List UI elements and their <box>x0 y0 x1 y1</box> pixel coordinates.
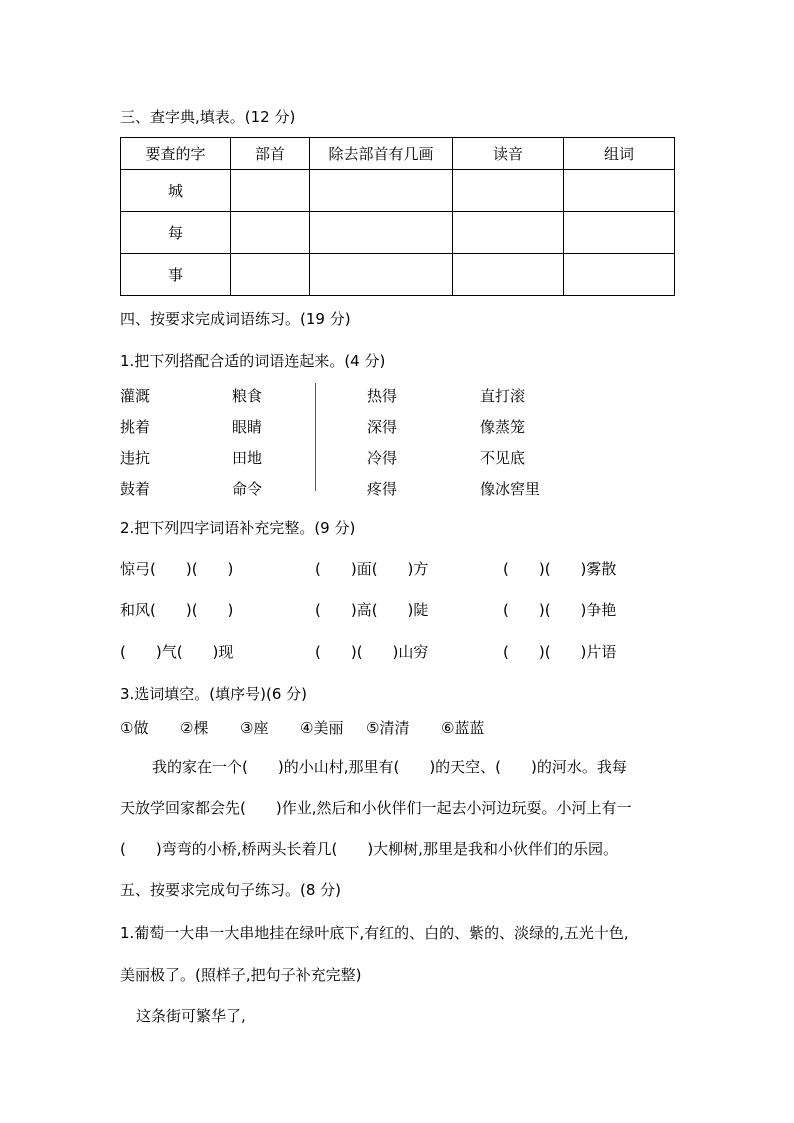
match-word-right-b[interactable]: 直打滚 <box>480 387 526 405</box>
answer-cell[interactable] <box>231 212 310 254</box>
sentence-line: 美丽极了。(照样子,把句子补充完整) <box>120 966 362 984</box>
answer-cell[interactable] <box>564 170 675 212</box>
table-header-cell: 组词 <box>564 138 675 170</box>
match-word-right-a[interactable]: 冷得 <box>367 449 398 467</box>
q1-title: 1.把下列搭配合适的词语连起来。(4 分) <box>120 352 386 370</box>
passage-line[interactable]: 天放学回家都会先( )作业,然后和小伙伴们一起去小河边玩耍。小河上有一 <box>120 799 632 817</box>
match-word-right-a[interactable]: 深得 <box>367 418 398 436</box>
idiom-blank[interactable]: ( )气( )现 <box>120 643 234 661</box>
idiom-blank[interactable]: ( )面( )方 <box>315 560 429 578</box>
match-word-right-a[interactable]: 热得 <box>367 387 398 405</box>
match-word-right-b[interactable]: 像蒸笼 <box>480 418 526 436</box>
idiom-blank[interactable]: 惊弓( )( ) <box>120 560 234 578</box>
answer-cell[interactable] <box>310 254 453 296</box>
answer-cell[interactable] <box>564 254 675 296</box>
table-row <box>121 212 675 254</box>
passage-line[interactable]: ( )弯弯的小桥,桥两头长着几( )大柳树,那里是我和小伙伴们的乐园。 <box>120 840 618 858</box>
answer-cell[interactable] <box>453 212 564 254</box>
idiom-blank[interactable]: ( )( )山穷 <box>315 643 429 661</box>
table-header-cell: 读音 <box>453 138 564 170</box>
word-option: ③座 <box>240 719 269 737</box>
table-row <box>121 170 675 212</box>
answer-cell[interactable] <box>310 170 453 212</box>
idiom-blank[interactable]: ( )高( )陡 <box>315 601 429 619</box>
answer-cell[interactable] <box>564 212 675 254</box>
match-word-left-b[interactable]: 命令 <box>232 480 263 498</box>
section5-heading: 五、按要求完成句子练习。(8 分) <box>120 881 342 899</box>
table-header-row <box>121 138 675 170</box>
match-word-left-b[interactable]: 田地 <box>232 449 263 467</box>
idiom-blank[interactable]: ( )( )雾散 <box>503 560 617 578</box>
char-cell: 每 <box>121 212 231 254</box>
match-word-right-a[interactable]: 疼得 <box>367 480 398 498</box>
q3-title: 3.选词填空。(填序号)(6 分) <box>120 685 308 703</box>
section4-heading: 四、按要求完成词语练习。(19 分) <box>120 310 351 328</box>
answer-cell[interactable] <box>231 170 310 212</box>
char-cell: 事 <box>121 254 231 296</box>
word-option: ①做 <box>120 719 149 737</box>
match-word-left-b[interactable]: 眼睛 <box>232 418 263 436</box>
answer-cell[interactable] <box>453 170 564 212</box>
match-word-left-b[interactable]: 粮食 <box>232 387 263 405</box>
word-option: ⑥蓝蓝 <box>441 719 485 737</box>
table-header-cell: 部首 <box>231 138 310 170</box>
divider-line <box>315 383 316 491</box>
passage-line[interactable]: 我的家在一个( )的小山村,那里有( )的天空、( )的河水。我每 <box>152 758 627 776</box>
word-option: ⑤清清 <box>366 719 410 737</box>
match-word-left-a[interactable]: 挑着 <box>120 418 151 436</box>
q2-title: 2.把下列四字词语补充完整。(9 分) <box>120 519 356 537</box>
match-word-left-a[interactable]: 违抗 <box>120 449 151 467</box>
match-word-left-a[interactable]: 灌溉 <box>120 387 151 405</box>
word-option: ②棵 <box>180 719 209 737</box>
table-row <box>121 254 675 296</box>
answer-cell[interactable] <box>453 254 564 296</box>
idiom-blank[interactable]: 和风( )( ) <box>120 601 234 619</box>
sentence-line: 1.葡萄一大串一大串地挂在绿叶底下,有红的、白的、紫的、淡绿的,五光十色, <box>120 924 629 942</box>
section3-heading: 三、查字典,填表。(12 分) <box>120 108 296 126</box>
match-word-left-a[interactable]: 鼓着 <box>120 480 151 498</box>
answer-cell[interactable] <box>310 212 453 254</box>
char-cell: 城 <box>121 170 231 212</box>
table-header-cell: 除去部首有几画 <box>310 138 453 170</box>
table-header-cell: 要查的字 <box>121 138 231 170</box>
dictionary-table <box>120 137 675 296</box>
idiom-blank[interactable]: ( )( )片语 <box>503 643 617 661</box>
idiom-blank[interactable]: ( )( )争艳 <box>503 601 617 619</box>
answer-cell[interactable] <box>231 254 310 296</box>
answer-line[interactable]: 这条街可繁华了, <box>136 1007 246 1025</box>
match-word-right-b[interactable]: 像冰窖里 <box>480 480 541 498</box>
match-word-right-b[interactable]: 不见底 <box>480 449 526 467</box>
word-option: ④美丽 <box>300 719 344 737</box>
